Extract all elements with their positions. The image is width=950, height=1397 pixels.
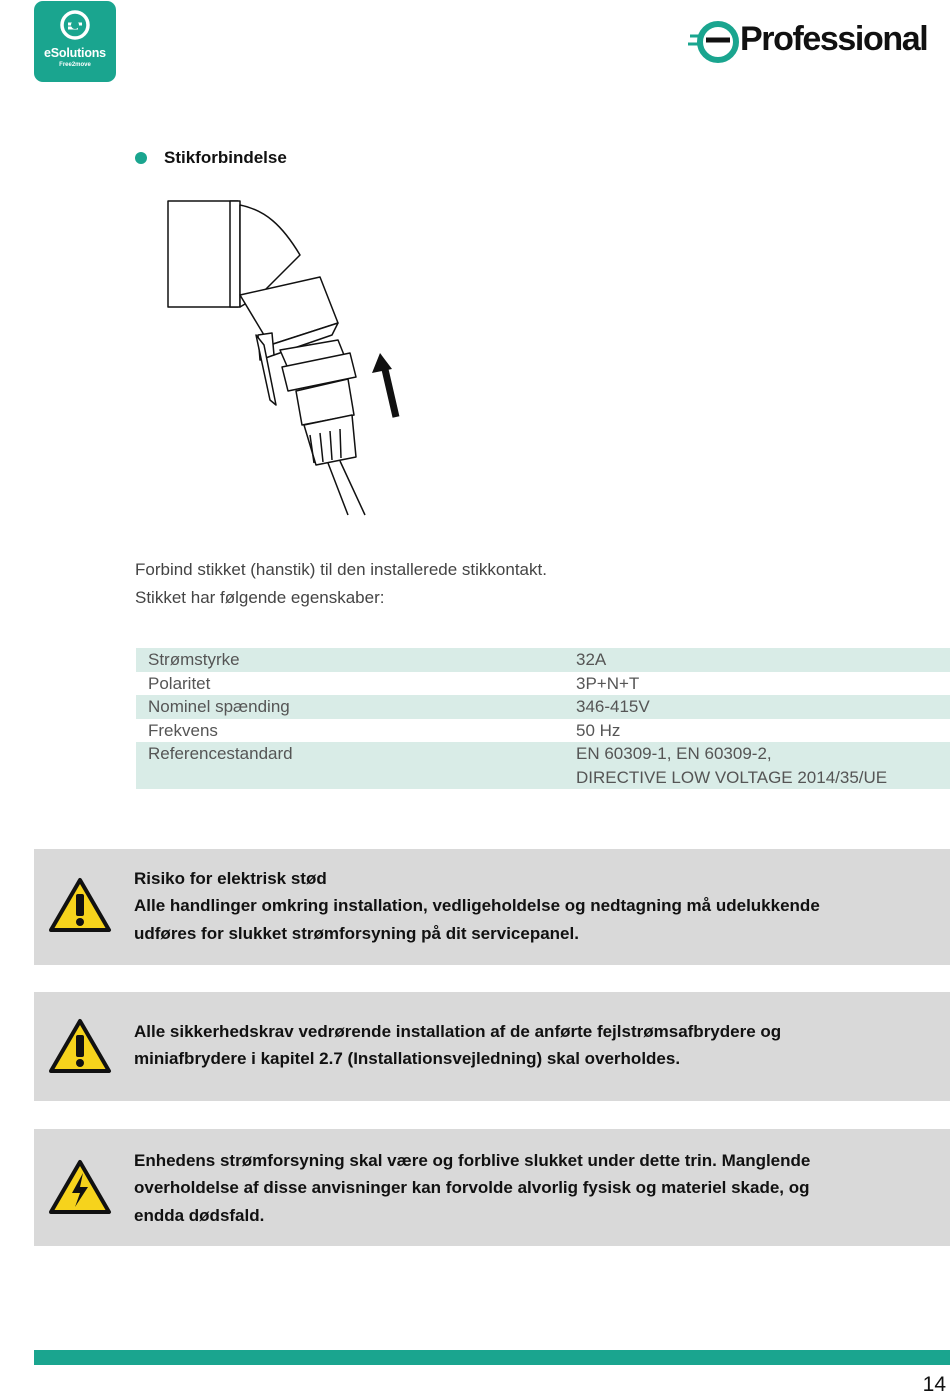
eprofessional-logo-icon — [688, 18, 740, 66]
section-title: Stikforbindelse — [164, 148, 287, 167]
spec-value-continued: DIRECTIVE LOW VOLTAGE 2014/35/UE — [576, 767, 888, 787]
warning-line: udføres for slukket strømforsyning på dit servicepanel. — [134, 923, 579, 943]
spec-label: Strømstyrke — [148, 650, 240, 669]
warning-line: Alle sikkerhedskrav vedrørende installation af de anførte fejlstrømsafbrydere og — [134, 1022, 782, 1041]
warning-line: endda dødsfald. — [134, 1205, 265, 1225]
spec-row — [136, 695, 950, 719]
intro-line-2: Stikket har følgende egenskaber: — [135, 588, 385, 607]
warning-text — [134, 865, 938, 947]
intro-line-1: Forbind stikket (hanstik) til den installerede stikkontakt. — [135, 560, 547, 579]
spec-value: 3P+N+T — [576, 673, 640, 693]
esolutions-logo-icon — [60, 10, 90, 40]
eprofessional-logo — [688, 16, 950, 68]
section-bullet — [135, 152, 147, 164]
high-voltage-warning-icon — [48, 1159, 112, 1215]
spec-value: 50 Hz — [576, 720, 621, 740]
spec-label: Polaritet — [148, 673, 211, 693]
warning-heading: Risiko for elektrisk stød — [134, 869, 327, 888]
spec-label: Referencestandard — [148, 744, 293, 763]
spec-label: Nominel spænding — [148, 697, 290, 716]
insert-direction-arrow — [372, 353, 396, 417]
esolutions-logo-name: eSolutions — [44, 46, 106, 60]
warning-text — [134, 1147, 938, 1229]
warning-box-electric-shock — [34, 849, 950, 965]
warning-box-power-off — [34, 1129, 950, 1246]
spec-value: EN 60309-1, EN 60309-2, — [576, 744, 772, 763]
footer-bar — [34, 1350, 950, 1365]
warning-line: overholdelse af disse anvisninger kan forvolde alvorlig fysisk og materiel skade, og — [134, 1178, 810, 1198]
spec-row — [136, 742, 950, 789]
eprofessional-logo-text: Professional — [740, 20, 928, 58]
spec-value: 346-415V — [576, 697, 650, 716]
spec-table — [136, 648, 950, 789]
warning-text — [134, 1018, 938, 1073]
exclamation-warning-icon — [48, 1018, 112, 1074]
esolutions-logo-sub: Free2move — [59, 62, 91, 68]
spec-value: 32A — [576, 650, 607, 669]
exclamation-warning-icon — [48, 877, 112, 933]
spec-row — [136, 719, 950, 743]
page-number: 14 — [922, 1373, 946, 1396]
spec-row — [136, 648, 950, 672]
spec-value-multiline — [576, 742, 950, 789]
esolutions-logo — [34, 1, 116, 82]
warning-line: miniafbrydere i kapitel 2.7 (Installationsvejledning) skal overholdes. — [134, 1049, 681, 1069]
spec-label: Frekvens — [148, 720, 218, 740]
plug-into-socket-illustration — [160, 195, 420, 520]
warning-line: Alle handlinger omkring installation, vedligeholdelse og nedtagning må udelukkende — [134, 896, 820, 916]
warning-line: Enhedens strømforsyning skal være og forblive slukket under dette trin. Manglende — [134, 1151, 811, 1170]
spec-row — [136, 672, 950, 696]
warning-box-safety-requirements — [34, 992, 950, 1101]
